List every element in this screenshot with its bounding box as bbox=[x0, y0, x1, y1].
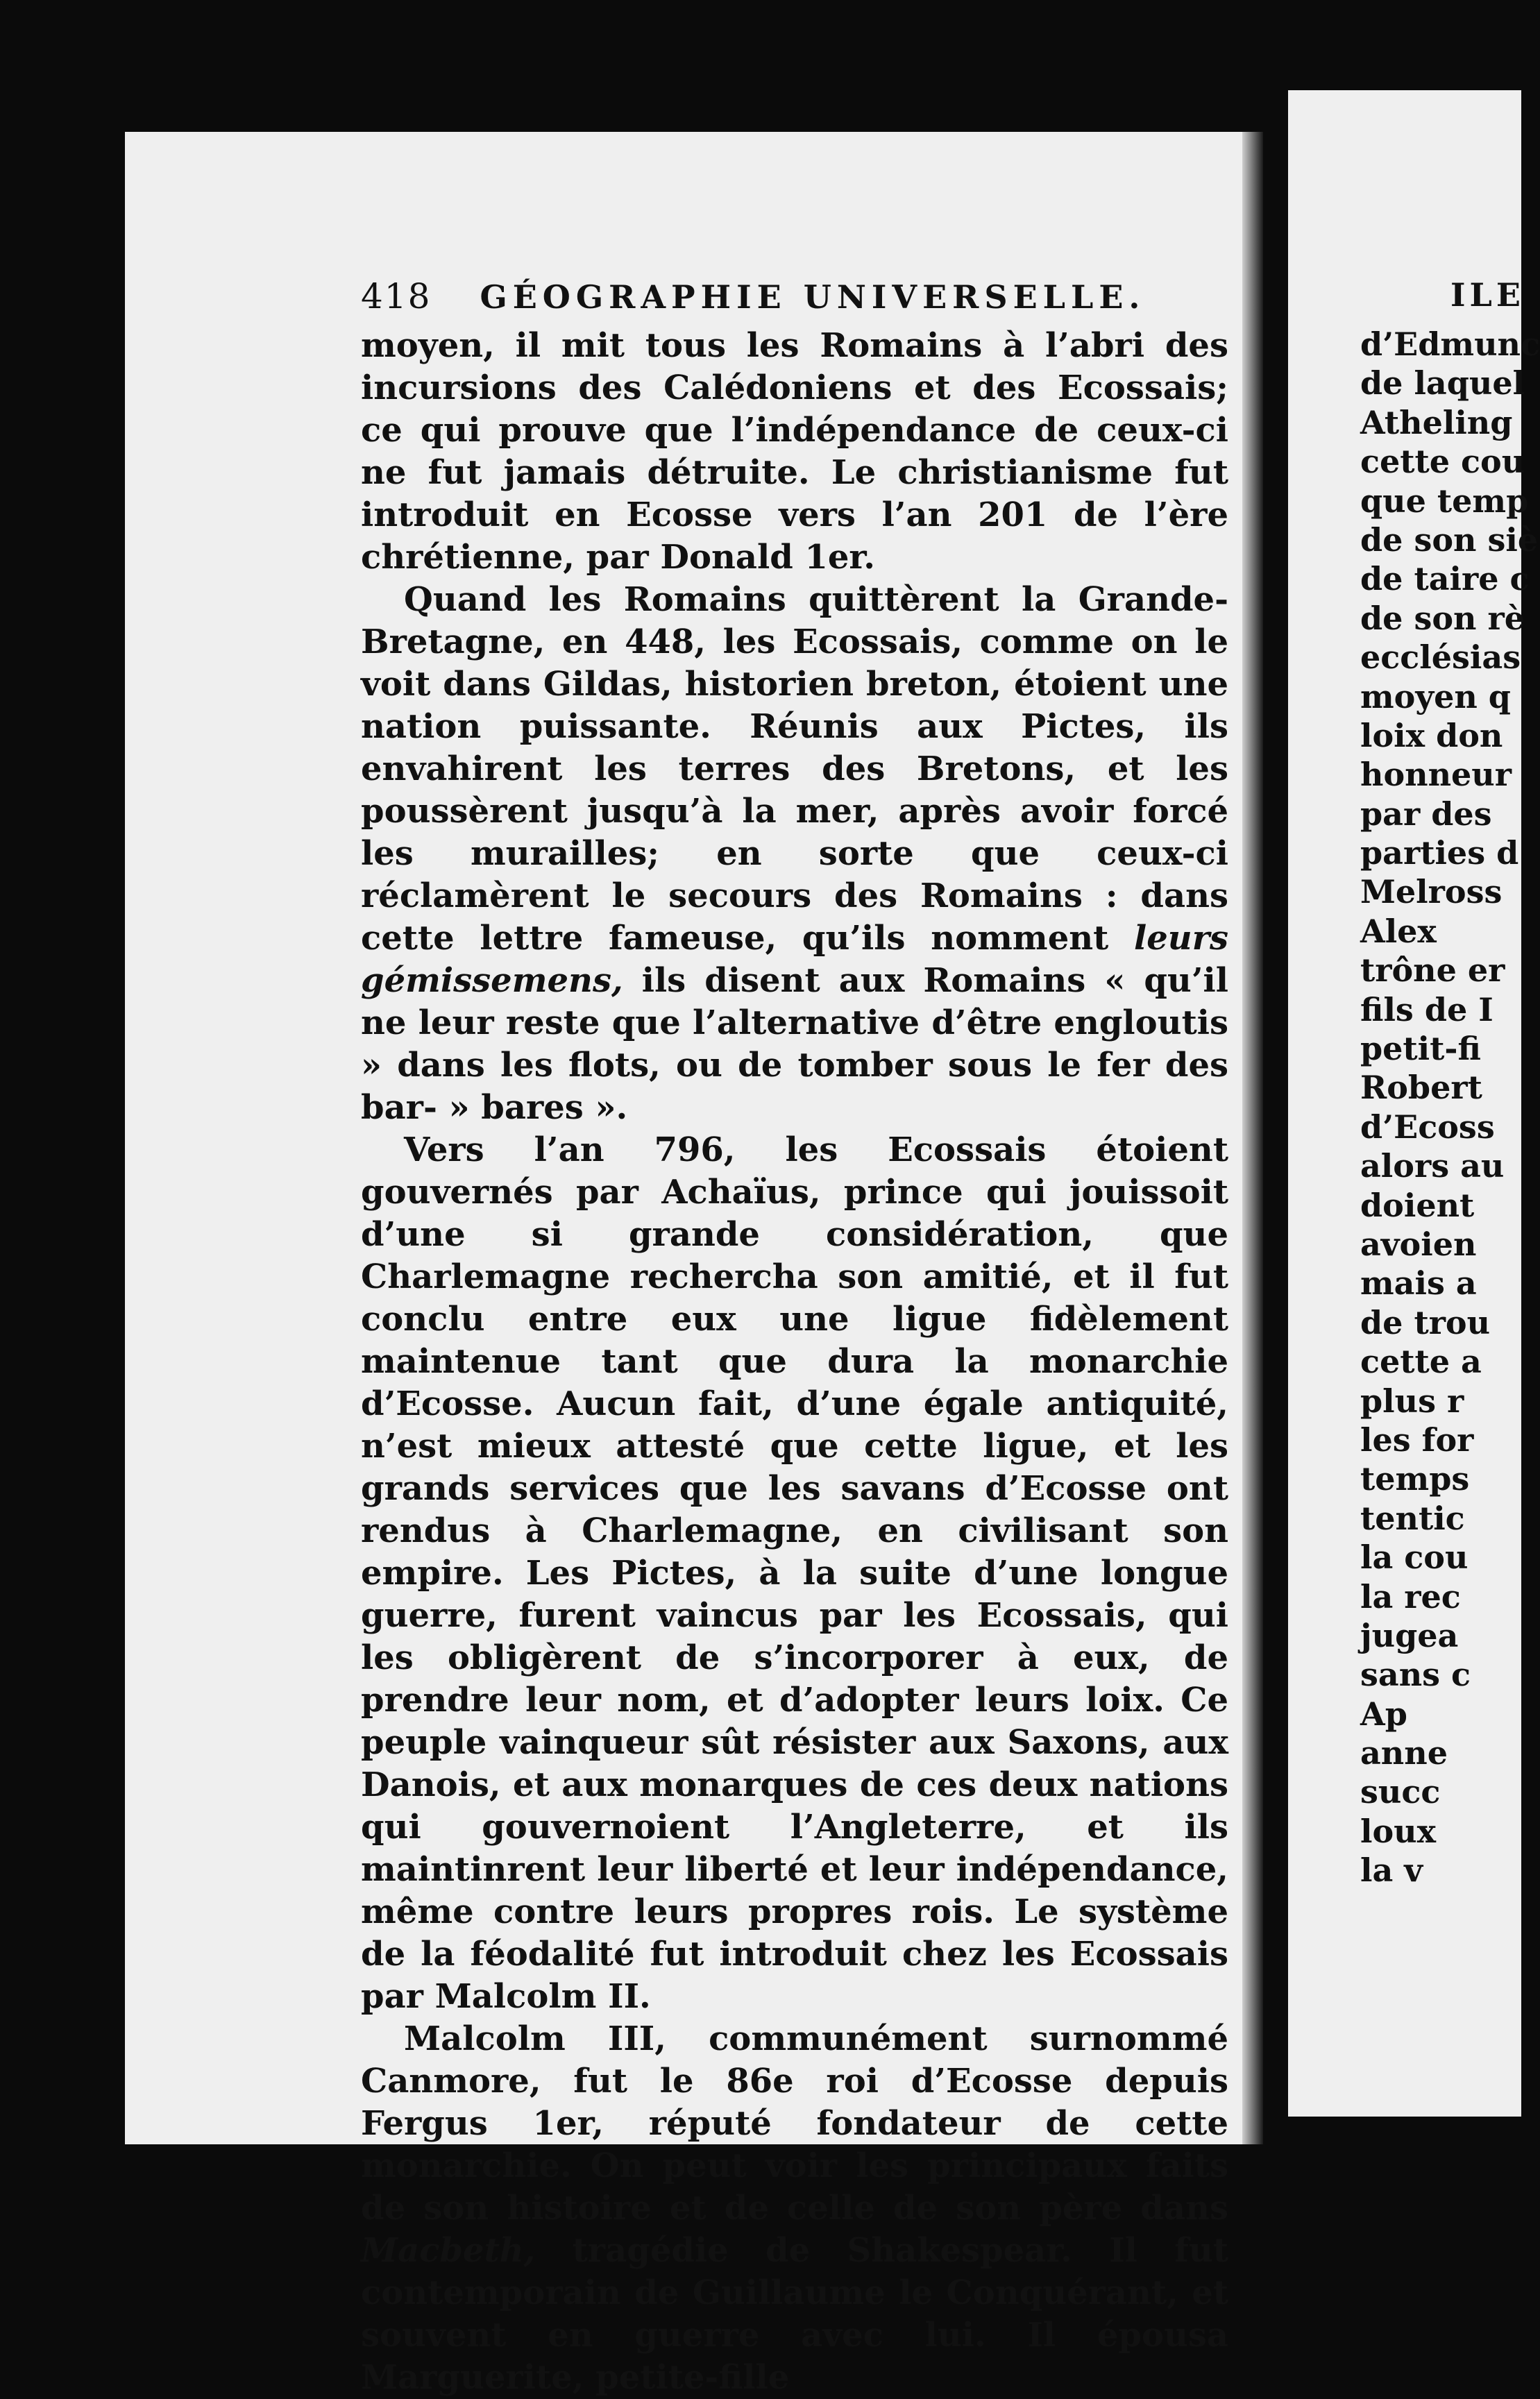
right-line: Ap bbox=[1360, 1695, 1407, 1733]
paragraph-2-text: Quand les Romains quittèrent la Grande-Bretagne, en 448, les Ecossais, comme on le voit dans Gildas, historien breton, étoient une nation puissante. Réunis aux Pictes, ils envahirent les terres des Bretons, et les poussèrent jusqu’à la mer, après avoir forcé les murailles; en sorte que ceux-ci réclamèrent le secours des Romains : dans cette lettre fameuse, qu’ils nomment bbox=[361, 580, 1228, 958]
right-line: de taire c bbox=[1360, 560, 1530, 598]
italic-phrase: leurs gémissemens, bbox=[361, 919, 1228, 1000]
right-line: fils de I bbox=[1360, 990, 1494, 1028]
right-line: temps bbox=[1360, 1460, 1470, 1498]
right-line: de trou bbox=[1360, 1303, 1491, 1341]
right-line: Robert bbox=[1360, 1069, 1482, 1107]
right-line: sans c bbox=[1360, 1656, 1471, 1694]
right-line: plus r bbox=[1360, 1382, 1464, 1420]
right-line: ecclésias bbox=[1360, 638, 1521, 677]
paragraph-4-text: Malcolm III, communément surnommé Canmore, fut le 86e roi d’Ecosse depuis Fergus 1er, réputé fondateur de cette monarchie. On peut voir les principaux faits de son histoire et de celle de son père dans bbox=[361, 2019, 1228, 2228]
right-line: alors au bbox=[1360, 1147, 1505, 1185]
right-line: anne bbox=[1360, 1734, 1448, 1772]
right-line: petit-fi bbox=[1360, 1030, 1481, 1068]
right-page-text bbox=[1360, 325, 1540, 1890]
right-line: parties d bbox=[1360, 834, 1519, 872]
right-line: que temp bbox=[1360, 482, 1529, 520]
right-line: de son siè bbox=[1360, 520, 1539, 559]
right-line: loux bbox=[1360, 1812, 1437, 1850]
right-line: d’Ecoss bbox=[1360, 1108, 1495, 1146]
right-line: loix don bbox=[1360, 716, 1503, 754]
right-line: par des bbox=[1360, 795, 1492, 833]
right-line: avoien bbox=[1360, 1225, 1477, 1263]
right-line: honneur bbox=[1360, 756, 1512, 794]
right-line: la rec bbox=[1360, 1577, 1461, 1616]
right-line: succ bbox=[1360, 1773, 1441, 1811]
right-line: jugea bbox=[1360, 1616, 1459, 1654]
right-line: la cou bbox=[1360, 1538, 1469, 1577]
paragraph-4 bbox=[361, 2018, 1228, 2399]
left-body-text bbox=[361, 325, 1228, 2399]
right-line: Atheling bbox=[1360, 403, 1513, 441]
right-line: doient bbox=[1360, 1186, 1475, 1224]
right-line: les for bbox=[1360, 1421, 1474, 1459]
right-line: de laquel bbox=[1360, 364, 1525, 402]
right-line: tentic bbox=[1360, 1499, 1465, 1537]
right-line: mais a bbox=[1360, 1264, 1477, 1303]
paragraph-2-tail: ils disent aux Romains « qu’il ne leur reste que l’alternative d’être engloutis » dans les flots, ou de tomber sous le fer des bar- » bares ». bbox=[361, 961, 1228, 1127]
right-line: moyen q bbox=[1360, 677, 1511, 715]
right-line: Alex bbox=[1360, 912, 1437, 950]
right-line: cette cou bbox=[1360, 443, 1525, 481]
running-title: GÉOGRAPHIE UNIVERSELLE. bbox=[480, 278, 1146, 316]
paragraph-3: Vers l’an 796, les Ecossais étoient gouvernés par Achaïus, prince qui jouissoit d’une si grande considération, que Charlemagne rechercha son amitié, et il fut conclu entre eux une ligue fidèlement maintenue tant que dura la monarchie d’Ecosse. Aucun fait, d’une égale antiquité, n’est mieux attesté que cette ligue, et les grands services que les savans d’Ecosse ont rendus à Charlemagne, en civilisant son empire. Les Pictes, à la suite d’une longue guerre, furent vaincus par les Ecossais, qui les obligèrent de s’incorporer à eux, de prendre leur nom, et d’adopter leurs loix. Ce peuple vainqueur sût résister aux Saxons, aux Danois, et aux monarques de ces deux nations qui gouvernoient l’Angleterre, et ils maintinrent leur liberté et leur indépendance, même contre leurs propres rois. Le système de la féodalité fut introduit chez les Ecossais par Malcolm II. bbox=[361, 1130, 1228, 2016]
page-number: 418 bbox=[361, 276, 432, 316]
right-line: trône er bbox=[1360, 951, 1505, 990]
page-gutter-shadow bbox=[1242, 132, 1263, 2144]
left-running-head bbox=[361, 276, 1249, 325]
right-line: Melross bbox=[1360, 873, 1503, 911]
paragraph-1: moyen, il mit tous les Romains à l’abri des incursions des Calédoniens et des Ecossais; ce qui prouve que l’indépendance de ceux-ci ne fut jamais détruite. Le christianisme fut introduit en Ecosse vers l’an 201 de l’ère chrétienne, par Donald 1er. bbox=[361, 326, 1228, 577]
paragraph-2 bbox=[361, 579, 1228, 1129]
right-line: cette a bbox=[1360, 1343, 1482, 1381]
italic-title-macbeth: Macbeth, bbox=[361, 2231, 536, 2270]
right-line: la v bbox=[1360, 1851, 1423, 1890]
paragraph-4-tail: tragédie de Shakespear. Il fut contemporain de Guillaume le Conquérant, et souvent en guerre avec lui. Il épousa Marguerite, petite-fille bbox=[361, 2231, 1228, 2397]
right-line: de son rè bbox=[1360, 599, 1525, 637]
right-line: d’Edmunc bbox=[1360, 325, 1540, 363]
right-running-head: ILE bbox=[1450, 276, 1525, 314]
